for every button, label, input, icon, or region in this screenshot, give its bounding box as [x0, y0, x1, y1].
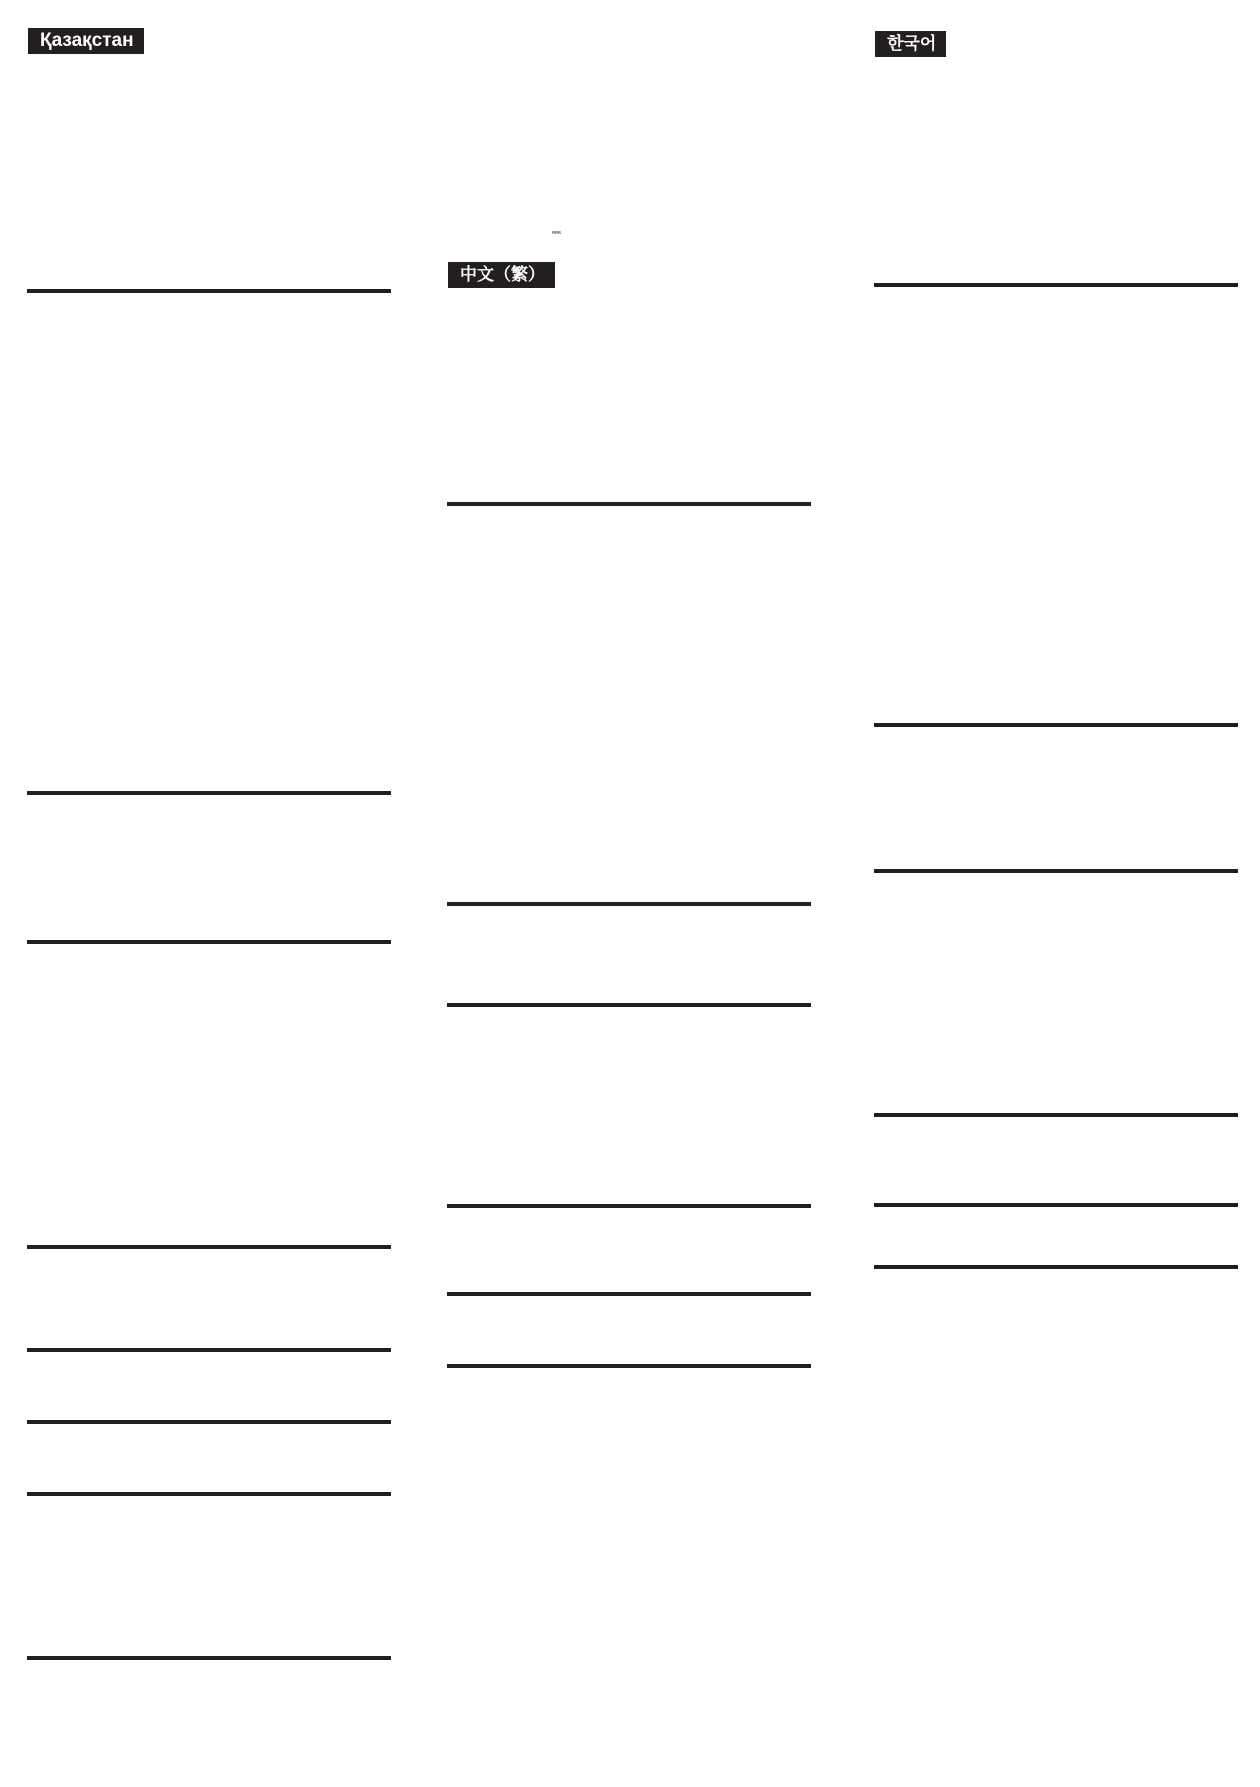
- column-korean: [874, 0, 1238, 1787]
- section-divider: [27, 1420, 391, 1424]
- section-divider: [874, 869, 1238, 873]
- section-divider: [27, 1245, 391, 1249]
- column-chinese-traditional: [447, 0, 811, 1787]
- section-divider: [27, 791, 391, 795]
- language-heading-korean: 한국어: [875, 31, 946, 57]
- section-divider: [447, 1364, 811, 1368]
- section-divider: [27, 289, 391, 293]
- section-divider: [874, 723, 1238, 727]
- language-heading-kazakh: Қазақстан: [28, 28, 144, 54]
- column-kazakh: [27, 0, 391, 1787]
- section-divider: [447, 902, 811, 906]
- section-divider: [27, 1348, 391, 1352]
- section-divider: [447, 1292, 811, 1296]
- section-divider: [874, 1265, 1238, 1269]
- language-heading-chinese-traditional: 中文（繁）: [448, 262, 555, 288]
- section-divider: [874, 1113, 1238, 1117]
- section-divider: [27, 940, 391, 944]
- small-mark: ʀʀʀ: [552, 230, 562, 236]
- section-divider: [447, 1003, 811, 1007]
- section-divider: [874, 283, 1238, 287]
- section-divider: [874, 1203, 1238, 1207]
- section-divider: [447, 502, 811, 506]
- section-divider: [27, 1656, 391, 1660]
- section-divider: [447, 1204, 811, 1208]
- section-divider: [27, 1492, 391, 1496]
